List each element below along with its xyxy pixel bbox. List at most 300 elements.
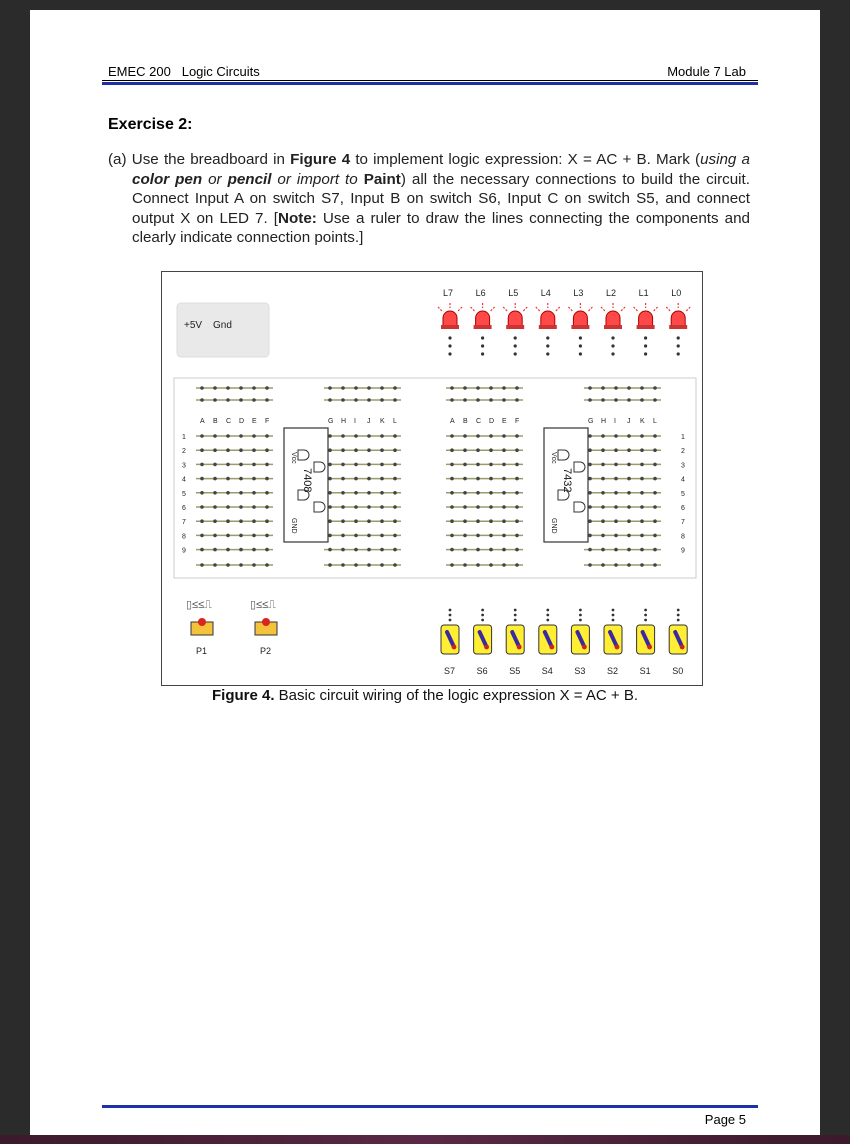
switch-pin: [481, 609, 484, 612]
column-letter: E: [252, 418, 257, 425]
led-pin: [481, 336, 484, 339]
window-bottom-strip: [0, 1135, 850, 1144]
led-pin: [481, 344, 484, 347]
bus-hole: [463, 505, 467, 509]
bus-hole: [489, 398, 493, 402]
bus-hole: [614, 534, 618, 538]
column-letter: H: [341, 418, 347, 425]
column-letter: G: [328, 418, 334, 425]
bus-hole: [601, 463, 605, 467]
bus-hole: [367, 434, 371, 438]
row-number-right: 9: [681, 547, 685, 555]
bus-hole: [463, 477, 467, 481]
bus-hole: [367, 548, 371, 552]
bus-hole: [450, 505, 454, 509]
text-run: pencil: [227, 170, 272, 188]
row-number-right: 2: [681, 448, 685, 456]
led-icon: [573, 311, 587, 326]
led-pin: [579, 352, 582, 355]
row-number-right: 3: [681, 462, 685, 470]
switch-label: S1: [639, 666, 651, 676]
bus-hole: [213, 548, 217, 552]
bus-hole: [601, 563, 605, 567]
bus-hole: [367, 491, 371, 495]
bus-hole: [601, 548, 605, 552]
led-pin: [448, 352, 451, 355]
bus-hole: [653, 448, 657, 452]
bus-hole: [640, 463, 644, 467]
bus-hole: [341, 398, 345, 402]
bus-hole: [502, 548, 506, 552]
led-icon: [639, 311, 653, 326]
bus-hole: [627, 477, 631, 481]
switch-pin: [677, 614, 680, 617]
bus-hole: [515, 534, 519, 538]
bus-hole: [627, 448, 631, 452]
bus-hole: [614, 463, 618, 467]
switch-pin: [481, 614, 484, 617]
bus-hole: [328, 463, 332, 467]
bus-hole: [601, 534, 605, 538]
column-letter: D: [489, 418, 495, 425]
bus-hole: [653, 434, 657, 438]
bus-hole: [265, 548, 269, 552]
pulser-waveform-icon: ▯≤≤⎍: [250, 599, 276, 611]
bus-hole: [265, 448, 269, 452]
bus-hole: [450, 448, 454, 452]
bus-hole: [226, 491, 230, 495]
switch-pin: [677, 609, 680, 612]
bus-hole: [354, 534, 358, 538]
bus-hole: [640, 386, 644, 390]
bus-hole: [653, 505, 657, 509]
led-pin: [677, 352, 680, 355]
bus-hole: [239, 477, 243, 481]
bus-hole: [226, 505, 230, 509]
switch-knob: [680, 645, 685, 650]
bus-hole: [367, 534, 371, 538]
bus-hole: [476, 398, 480, 402]
led-icon: [508, 311, 522, 326]
led-label: L0: [671, 288, 682, 298]
header-rule-thin: [102, 80, 758, 81]
switch-pin: [514, 609, 517, 612]
bus-hole: [489, 563, 493, 567]
bus-hole: [226, 534, 230, 538]
bus-hole: [476, 505, 480, 509]
led-pin: [546, 344, 549, 347]
bus-hole: [354, 448, 358, 452]
bus-hole: [328, 398, 332, 402]
bus-hole: [489, 491, 493, 495]
bus-hole: [588, 463, 592, 467]
bus-hole: [653, 534, 657, 538]
caption-text: Basic circuit wiring of the logic expression X = AC + B.: [274, 687, 638, 704]
switch-pin: [514, 619, 517, 622]
bus-hole: [200, 386, 204, 390]
bus-hole: [627, 548, 631, 552]
led-label: L7: [443, 288, 454, 298]
bus-hole: [367, 563, 371, 567]
bus-hole: [213, 386, 217, 390]
bus-hole: [588, 563, 592, 567]
bus-hole: [341, 463, 345, 467]
bus-hole: [450, 563, 454, 567]
bus-hole: [213, 434, 217, 438]
column-letter: G: [588, 418, 594, 425]
bus-hole: [226, 448, 230, 452]
bus-hole: [328, 491, 332, 495]
switch-knob: [647, 645, 652, 650]
bus-hole: [502, 534, 506, 538]
bus-hole: [328, 505, 332, 509]
bus-hole: [515, 548, 519, 552]
bus-hole: [588, 477, 592, 481]
switch-label: S2: [607, 666, 619, 676]
bus-hole: [588, 534, 592, 538]
bus-hole: [588, 505, 592, 509]
bus-hole: [588, 448, 592, 452]
column-letter: C: [476, 418, 482, 425]
bus-hole: [614, 548, 618, 552]
bus-hole: [341, 448, 345, 452]
bus-hole: [380, 448, 384, 452]
bus-hole: [640, 477, 644, 481]
bus-hole: [489, 386, 493, 390]
text-run: using a: [700, 151, 750, 168]
bus-hole: [354, 386, 358, 390]
bus-hole: [653, 563, 657, 567]
bus-hole: [213, 463, 217, 467]
bus-hole: [200, 463, 204, 467]
bus-hole: [252, 563, 256, 567]
bus-hole: [489, 505, 493, 509]
bus-hole: [502, 563, 506, 567]
bus-hole: [614, 505, 618, 509]
bus-hole: [489, 434, 493, 438]
bus-hole: [265, 491, 269, 495]
bus-hole: [239, 448, 243, 452]
bus-hole: [627, 434, 631, 438]
note-label: Note:: [278, 209, 317, 227]
figure-caption: [30, 687, 820, 704]
bus-hole: [226, 563, 230, 567]
breadboard-figure: [161, 271, 703, 686]
led-pin: [644, 344, 647, 347]
bus-hole: [463, 434, 467, 438]
bus-hole: [380, 534, 384, 538]
bus-hole: [213, 534, 217, 538]
led-pin: [677, 336, 680, 339]
bus-hole: [252, 519, 256, 523]
bus-hole: [450, 491, 454, 495]
column-letter: B: [213, 418, 218, 425]
bus-hole: [601, 386, 605, 390]
bus-hole: [476, 534, 480, 538]
bus-hole: [614, 563, 618, 567]
bus-hole: [640, 505, 644, 509]
bus-hole: [341, 477, 345, 481]
bus-hole: [515, 434, 519, 438]
bus-hole: [252, 491, 256, 495]
bus-hole: [489, 519, 493, 523]
led-icon: [443, 311, 457, 326]
bus-hole: [627, 463, 631, 467]
text-run: to implement logic expression: X = AC + B. Mark (: [350, 151, 701, 168]
bus-hole: [213, 448, 217, 452]
switch-label: S5: [509, 666, 521, 676]
bus-hole: [328, 386, 332, 390]
bus-hole: [265, 398, 269, 402]
row-number-left: 8: [182, 533, 186, 541]
bus-hole: [200, 434, 204, 438]
bus-hole: [226, 477, 230, 481]
bus-hole: [393, 386, 397, 390]
switch-knob: [615, 645, 620, 650]
pulser-waveform-icon: ▯≤≤⎍: [186, 599, 212, 611]
column-letter: A: [450, 418, 455, 425]
bus-hole: [367, 398, 371, 402]
bus-hole: [252, 505, 256, 509]
switch-pin: [579, 614, 582, 617]
bus-hole: [614, 398, 618, 402]
bus-hole: [213, 563, 217, 567]
text-run: Use a ruler to draw the lines connecting the components and clearly indicate connection points.]: [132, 209, 750, 246]
bus-hole: [489, 463, 493, 467]
bus-hole: [328, 477, 332, 481]
bus-hole: [354, 505, 358, 509]
bus-hole: [226, 548, 230, 552]
bus-hole: [380, 505, 384, 509]
bus-hole: [463, 448, 467, 452]
switch-pin: [514, 614, 517, 617]
bus-hole: [450, 548, 454, 552]
bus-hole: [463, 534, 467, 538]
bus-hole: [239, 505, 243, 509]
led-base: [474, 325, 492, 329]
bus-hole: [252, 463, 256, 467]
row-number-left: 3: [182, 462, 186, 470]
led-icon: [541, 311, 555, 326]
part-label: (a): [108, 151, 127, 168]
bus-hole: [200, 519, 204, 523]
bus-hole: [265, 563, 269, 567]
bus-hole: [380, 386, 384, 390]
bus-hole: [393, 398, 397, 402]
bus-hole: [393, 491, 397, 495]
column-letter: D: [239, 418, 245, 425]
led-base: [571, 325, 589, 329]
column-letter: L: [653, 418, 657, 425]
bus-hole: [341, 386, 345, 390]
led-pin: [546, 336, 549, 339]
bus-hole: [354, 463, 358, 467]
bus-hole: [515, 477, 519, 481]
bus-hole: [354, 519, 358, 523]
bus-hole: [226, 398, 230, 402]
bus-hole: [601, 505, 605, 509]
bus-hole: [226, 463, 230, 467]
bus-hole: [341, 491, 345, 495]
led-label: L6: [475, 288, 486, 298]
row-number-right: 7: [681, 519, 685, 527]
bus-hole: [627, 491, 631, 495]
bus-hole: [341, 548, 345, 552]
led-label: L2: [606, 288, 617, 298]
column-letter: L: [393, 418, 397, 425]
bus-hole: [328, 448, 332, 452]
bus-hole: [393, 477, 397, 481]
bus-hole: [450, 519, 454, 523]
switch-pin: [481, 619, 484, 622]
column-letter: J: [367, 418, 371, 425]
text-run: Paint: [363, 170, 401, 188]
bus-hole: [252, 434, 256, 438]
bus-hole: [588, 548, 592, 552]
bus-hole: [502, 491, 506, 495]
bus-hole: [239, 398, 243, 402]
bus-hole: [265, 434, 269, 438]
header-rule-thick: [102, 82, 758, 85]
switch-pin: [579, 619, 582, 622]
row-number-left: 9: [182, 547, 186, 555]
figure-reference: Figure 4: [290, 151, 351, 168]
switch-pin: [644, 609, 647, 612]
bus-hole: [489, 477, 493, 481]
text-run: or: [202, 170, 228, 188]
led-pin: [611, 344, 614, 347]
bus-hole: [614, 448, 618, 452]
chip-part-number: 7408: [301, 468, 313, 493]
bus-hole: [380, 548, 384, 552]
bus-hole: [502, 519, 506, 523]
bus-hole: [265, 463, 269, 467]
breadboard-diagram: [162, 272, 702, 685]
row-number-right: 6: [681, 505, 685, 512]
bus-hole: [341, 519, 345, 523]
bus-hole: [239, 491, 243, 495]
switch-pin: [612, 614, 615, 617]
led-icon: [476, 311, 490, 326]
text-run: color pen: [132, 170, 203, 188]
bus-hole: [393, 434, 397, 438]
bus-hole: [653, 477, 657, 481]
row-number-right: 4: [681, 476, 685, 484]
bus-hole: [265, 519, 269, 523]
bus-hole: [515, 448, 519, 452]
bus-hole: [226, 519, 230, 523]
bus-hole: [653, 386, 657, 390]
led-pin: [644, 336, 647, 339]
bus-hole: [463, 491, 467, 495]
switch-pin: [546, 614, 549, 617]
switch-knob: [484, 645, 489, 650]
bus-hole: [463, 386, 467, 390]
column-letter: H: [601, 418, 607, 425]
bus-hole: [515, 519, 519, 523]
bus-hole: [354, 434, 358, 438]
bus-hole: [380, 491, 384, 495]
bus-hole: [380, 463, 384, 467]
column-letter: F: [265, 418, 270, 425]
led-icon: [606, 311, 620, 326]
bus-hole: [627, 505, 631, 509]
led-base: [604, 325, 622, 329]
bus-hole: [476, 491, 480, 495]
caption-label: Figure 4.: [211, 687, 275, 704]
bus-hole: [354, 563, 358, 567]
bus-hole: [341, 434, 345, 438]
bus-hole: [328, 519, 332, 523]
bus-hole: [476, 519, 480, 523]
bus-hole: [239, 563, 243, 567]
bus-hole: [341, 505, 345, 509]
bus-hole: [515, 386, 519, 390]
column-letter: A: [200, 418, 205, 425]
bus-hole: [476, 448, 480, 452]
exercise-paragraph: [108, 150, 750, 248]
bus-hole: [627, 398, 631, 402]
bus-hole: [450, 534, 454, 538]
switch-pin: [449, 614, 452, 617]
bus-hole: [588, 386, 592, 390]
bus-hole: [515, 463, 519, 467]
switch-knob: [549, 645, 554, 650]
switch-pin: [546, 619, 549, 622]
exercise-title: Exercise 2:: [108, 116, 193, 133]
bus-hole: [640, 534, 644, 538]
bus-hole: [380, 519, 384, 523]
bus-hole: [476, 463, 480, 467]
row-number-left: 5: [182, 490, 186, 498]
bus-hole: [614, 434, 618, 438]
bus-hole: [515, 398, 519, 402]
bus-hole: [341, 563, 345, 567]
bus-hole: [213, 398, 217, 402]
bus-hole: [265, 534, 269, 538]
row-number-right: 8: [681, 533, 685, 541]
bus-hole: [653, 519, 657, 523]
chip-part-number: 7432: [561, 468, 573, 493]
switch-pin: [644, 619, 647, 622]
bus-hole: [627, 563, 631, 567]
bus-hole: [328, 563, 332, 567]
bus-hole: [367, 448, 371, 452]
bus-hole: [601, 519, 605, 523]
bus-hole: [367, 519, 371, 523]
bus-hole: [476, 548, 480, 552]
row-number-left: 1: [182, 434, 186, 441]
bus-hole: [367, 463, 371, 467]
text-run: or import to: [271, 170, 364, 188]
switch-pin: [449, 609, 452, 612]
row-number-left: 6: [182, 505, 186, 512]
bus-hole: [328, 534, 332, 538]
row-number-right: 1: [681, 434, 685, 441]
chip-gnd: GND: [290, 518, 297, 534]
led-label: L1: [638, 288, 649, 298]
bus-hole: [601, 434, 605, 438]
bus-hole: [653, 491, 657, 495]
bus-hole: [239, 463, 243, 467]
column-letter: E: [502, 418, 507, 425]
bus-hole: [614, 491, 618, 495]
bus-hole: [200, 534, 204, 538]
led-pin: [514, 352, 517, 355]
bus-hole: [502, 463, 506, 467]
led-label: L4: [540, 288, 551, 298]
chip-vcc: Vcc: [290, 452, 297, 464]
